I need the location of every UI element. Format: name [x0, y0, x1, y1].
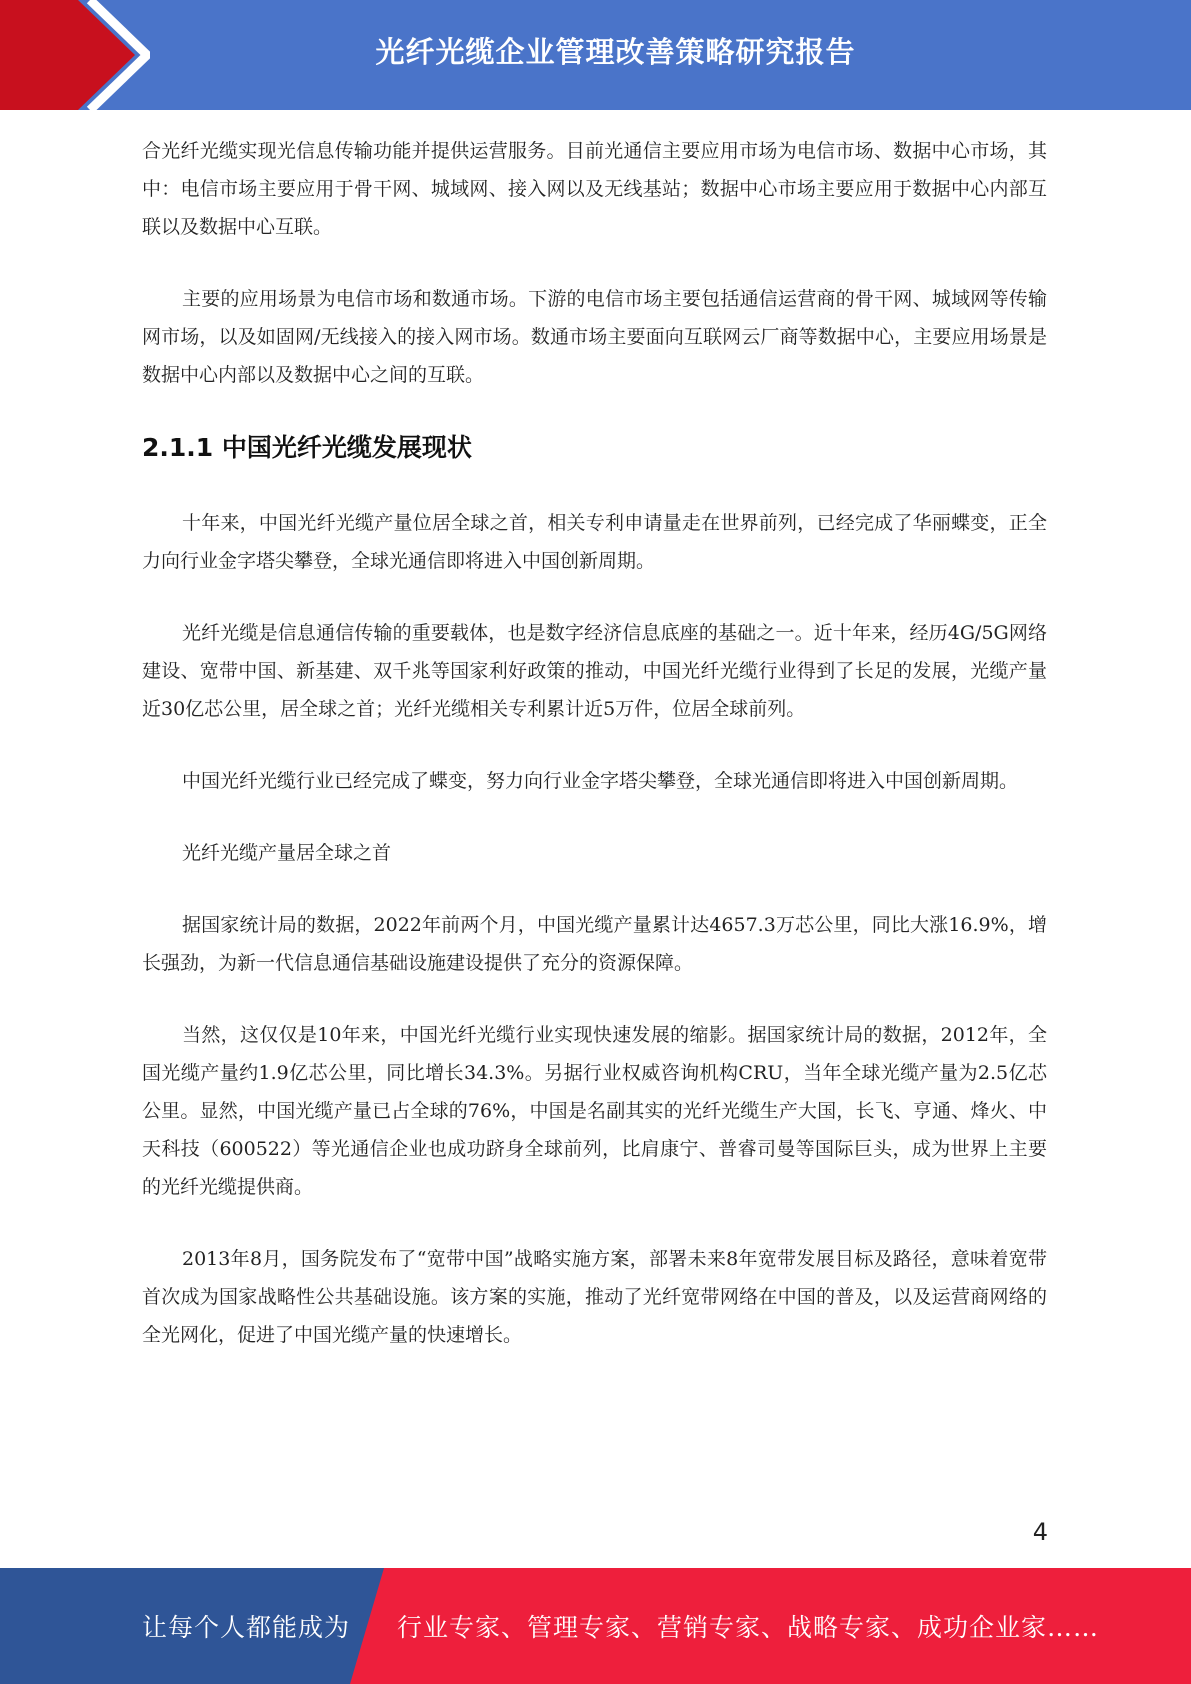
footer-slogan-left: 让每个人都能成为: [142, 1613, 351, 1642]
document-body: [142, 132, 1047, 1388]
paragraph: 主要的应用场景为电信市场和数通市场。下游的电信市场主要包括通信运营商的骨干网、城域网等传输网市场，以及如固网/无线接入的接入网市场。数通市场主要面向互联网云厂商等数据中心，主要应用场景是数据中心内部以及数据中心之间的互联。: [142, 288, 1047, 386]
subheading-paragraph: 光纤光缆产量居全球之首: [182, 842, 392, 864]
paragraph: 当然，这仅仅是10年来，中国光纤光缆行业实现快速发展的缩影。据国家统计局的数据，2012年，全国光缆产量约1.9亿芯公里，同比增长34.3%。另据行业权威咨询机构CRU，当年全球光缆产量为2.5亿芯公里。显然，中国光缆产量已占全球的76%，中国是名副其实的光纤光缆生产大国，长飞、亨通、烽火、中天科技（600522）等光通信企业也成功跻身全球前列，比肩康宁、普睿司曼等国际巨头，成为世界上主要的光纤光缆提供商。: [142, 1024, 1047, 1198]
paragraph: 据国家统计局的数据，2022年前两个月，中国光缆产量累计达4657.3万芯公里，同比大涨16.9%，增长强劲，为新一代信息通信基础设施建设提供了充分的资源保障。: [142, 914, 1047, 974]
paragraph: 十年来，中国光纤光缆产量位居全球之首，相关专利申请量走在世界前列，已经完成了华丽蝶变，正全力向行业金字塔尖攀登，全球光通信即将进入中国创新周期。: [142, 512, 1047, 572]
page-header: [0, 0, 1191, 110]
report-title: 光纤光缆企业管理改善策略研究报告: [375, 34, 856, 69]
footer-slogan-right: 行业专家、管理专家、营销专家、战略专家、成功企业家……: [397, 1613, 1100, 1642]
section-heading: 2.1.1 中国光纤光缆发展现状: [142, 433, 472, 462]
header-arrow-decoration: [0, 0, 150, 110]
paragraph: 中国光纤光缆行业已经完成了蝶变，努力向行业金字塔尖攀登，全球光通信即将进入中国创新周期。: [182, 770, 1019, 792]
page-number: 4: [1032, 1518, 1048, 1546]
paragraph: 合光纤光缆实现光信息传输功能并提供运营服务。目前光通信主要应用市场为电信市场、数据中心市场，其中：电信市场主要应用于骨干网、城域网、接入网以及无线基站；数据中心市场主要应用于数据中心内部互联以及数据中心互联。: [142, 140, 1047, 238]
page-footer: [0, 1568, 1191, 1684]
paragraph: 光纤光缆是信息通信传输的重要载体，也是数字经济信息底座的基础之一。近十年来，经历4G/5G网络建设、宽带中国、新基建、双千兆等国家利好政策的推动，中国光纤光缆行业得到了长足的发展，光缆产量近30亿芯公里，居全球之首；光纤光缆相关专利累计近5万件，位居全球前列。: [142, 622, 1047, 720]
paragraph: 2013年8月，国务院发布了“宽带中国”战略实施方案，部署未来8年宽带发展目标及路径，意味着宽带首次成为国家战略性公共基础设施。该方案的实施，推动了光纤宽带网络在中国的普及，以及运营商网络的全光网化，促进了中国光缆产量的快速增长。: [142, 1248, 1047, 1346]
